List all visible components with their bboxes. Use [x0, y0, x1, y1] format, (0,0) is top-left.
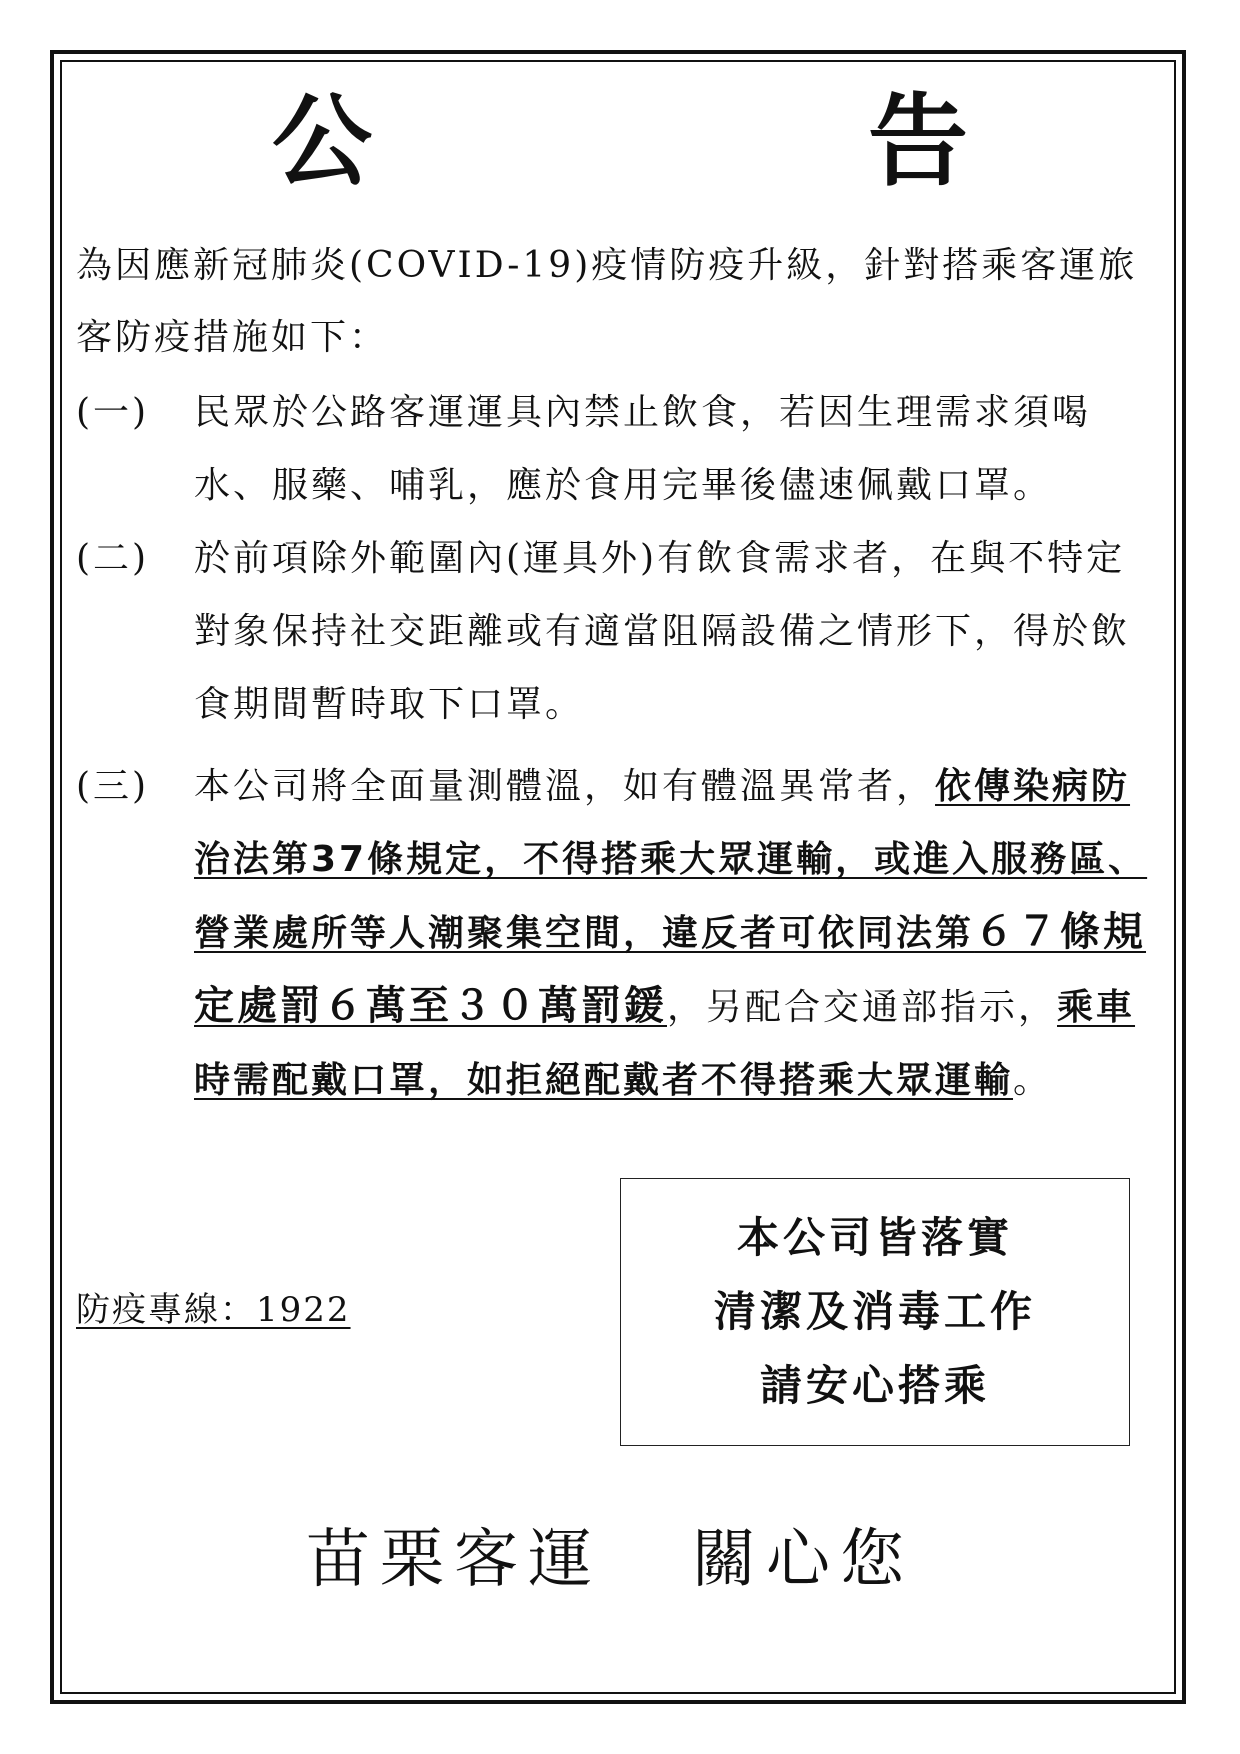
item-number: (二) [76, 538, 150, 579]
item-text-plain: ，另配合交通部指示， [667, 987, 1058, 1028]
footer-signature [306, 1508, 914, 1600]
item-text-plain: 本公司將全面量測體溫，如有體溫異常者， [194, 766, 936, 807]
item-text: 於前項除外範圍內(運具外)有飲食需求者，在與不特定對象保持社交距離或有適當阻隔設備之情形下，得於飲食期間暫時取下口罩。 [194, 538, 1131, 725]
measure-item-3 [76, 750, 1166, 1117]
slogan: 關心您 [692, 1523, 914, 1597]
notice-line: 清潔及消毒工作 [713, 1287, 1036, 1336]
title-char-2: 告 [868, 83, 968, 200]
fine-amount-text: ６７條規定處罰６萬至３０萬罰鍰 [194, 909, 1147, 1029]
disinfection-notice-box [620, 1178, 1130, 1446]
hotline-text: 防疫專線：1922 [76, 1290, 351, 1330]
item-text-plain: 。 [1013, 1060, 1053, 1101]
measure-item-2 [76, 522, 1166, 741]
intro-paragraph: 為因應新冠肺炎(COVID-19)疫情防疫升級，針對搭乘客運旅客防疫措施如下： [76, 245, 1138, 358]
item-number: (三) [76, 766, 150, 807]
law-warning-text: 依傳染病防治法第37條規定，不得搭乘大眾運輸，或進入服務區、營業處所等人潮聚集空間，違反者可依同法第 [194, 766, 1148, 954]
notice-line: 請安心搭乘 [759, 1361, 990, 1410]
mask-requirement-text: 乘車時需配戴口罩，如拒絕配戴者不得搭乘大眾運輸 [194, 987, 1136, 1101]
notice-line: 本公司皆落實 [736, 1213, 1013, 1262]
item-number: (一) [76, 392, 150, 433]
item-text [194, 750, 1154, 1117]
measure-item-1 [76, 376, 1166, 522]
item-text: 民眾於公路客運運具內禁止飲食，若因生理需求須喝水、服藥、哺乳，應於食用完畢後儘速佩戴口罩。 [194, 392, 1092, 506]
company-name: 苗栗客運 [306, 1523, 602, 1597]
title-char-1: 公 [272, 83, 372, 200]
